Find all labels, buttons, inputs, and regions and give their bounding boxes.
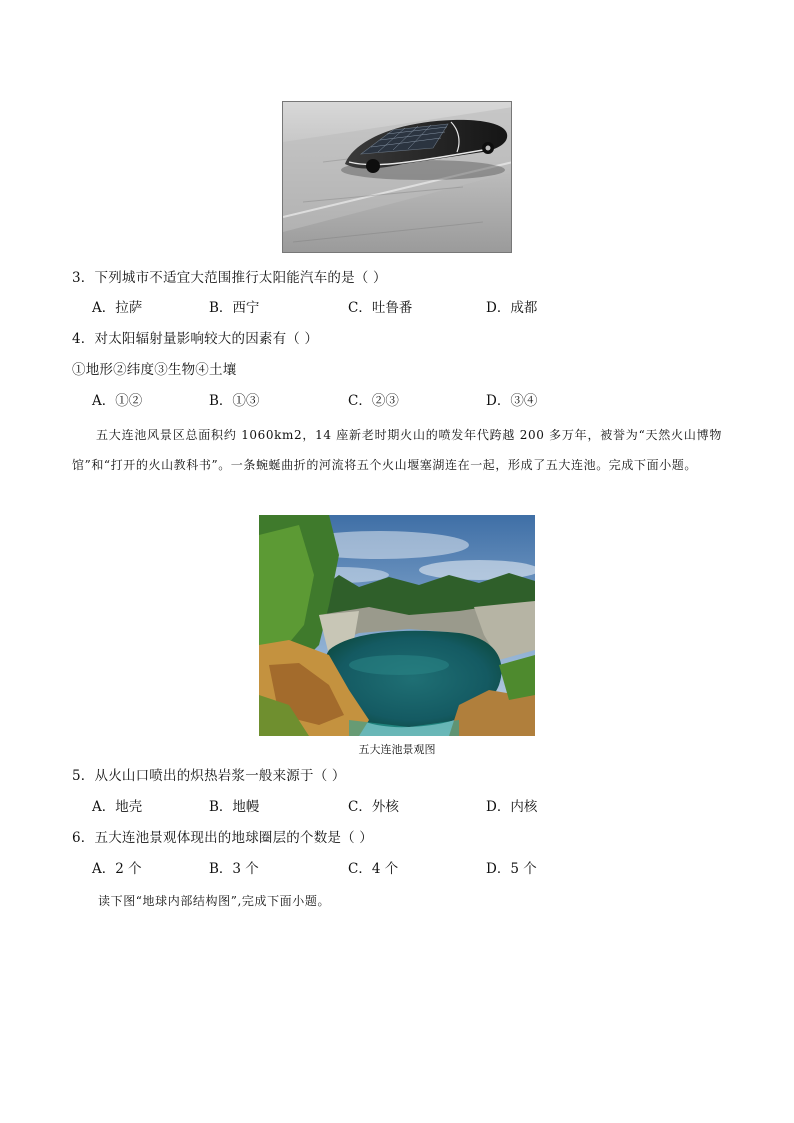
question-4-stem: 4．对太阳辐射量影响较大的因素有（ ） [72, 331, 319, 347]
question-4-option-d[interactable]: D．③④ [486, 393, 538, 409]
question-3-stem: 3．下列城市不适宜大范围推行太阳能汽车的是（ ） [72, 270, 387, 286]
question-6-option-a[interactable]: A．2 个 [92, 861, 142, 877]
question-5-option-d[interactable]: D．内核 [486, 799, 538, 815]
question-4-option-c[interactable]: C．②③ [348, 393, 399, 409]
question-3-option-d[interactable]: D．成都 [486, 300, 538, 316]
question-5-option-a[interactable]: A．地壳 [92, 799, 143, 815]
passage-earth-structure: 读下图“地球内部结构图”,完成下面小题。 [98, 894, 331, 908]
question-5-option-b[interactable]: B．地幔 [209, 799, 260, 815]
question-6-stem: 6．五大连池景观体现出的地球圈层的个数是（ ） [72, 830, 373, 846]
question-3-option-c[interactable]: C．吐鲁番 [348, 300, 413, 316]
question-3-option-b[interactable]: B．西宁 [209, 300, 260, 316]
question-3-option-a[interactable]: A．拉萨 [92, 300, 143, 316]
passage-wudalianchi: 五大连池风景区总面积约 1060km2，14 座新老时期火山的喷发年代跨越 200 多万年，被誉为“天然火山博物馆”和“打开的火山教科书”。一条蜿蜒曲折的河流将五个火山堰塞湖连在一起，形成了五大连池。完成下面小题。 [72, 428, 722, 472]
question-5-option-c[interactable]: C．外核 [348, 799, 399, 815]
question-4-option-b[interactable]: B．①③ [209, 393, 260, 409]
question-4-option-a[interactable]: A．①② [92, 393, 143, 409]
wudalianchi-lake-photo [259, 515, 535, 736]
question-6-option-b[interactable]: B．3 个 [209, 861, 259, 877]
question-5-stem: 5．从火山口喷出的炽热岩浆一般来源于（ ） [72, 768, 346, 784]
question-4-factors: ①地形②纬度③生物④土壤 [72, 362, 237, 378]
figure-caption: 五大连池景观图 [358, 743, 436, 756]
solar-car-photo [282, 101, 512, 253]
question-6-option-c[interactable]: C．4 个 [348, 861, 399, 877]
question-6-option-d[interactable]: D．5 个 [486, 861, 537, 877]
